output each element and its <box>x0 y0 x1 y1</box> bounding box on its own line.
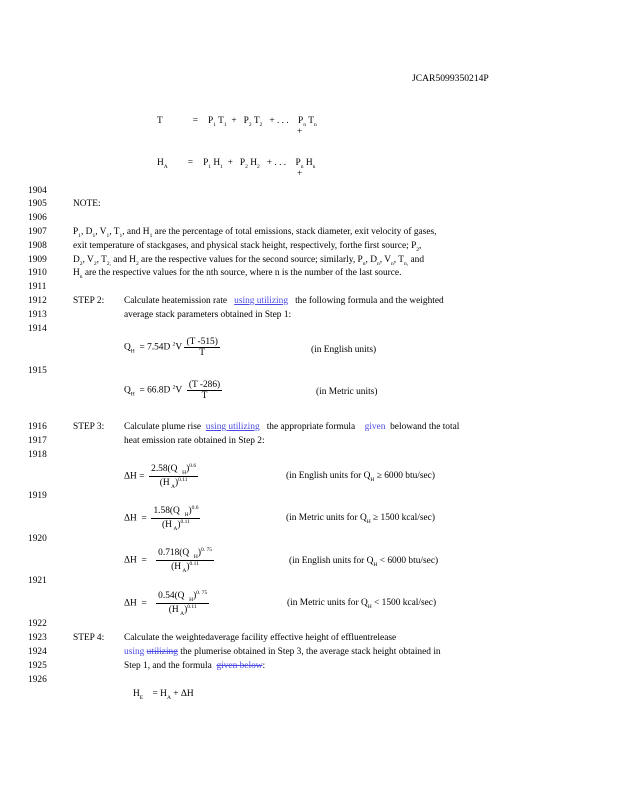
document-id: JCAR5099350214P <box>412 73 489 84</box>
line-number: 1912 <box>28 296 47 306</box>
line-number: 1913 <box>28 310 47 320</box>
equation-t-plus: + <box>297 127 303 137</box>
line-number: 1925 <box>28 661 47 671</box>
formula-dh-english-large-units: (in English units for $Q_H \ge 6000$ btu/sec) <box>286 471 435 483</box>
formula-qh-english-units: (in English units) <box>311 345 377 355</box>
step-3-line-1: Calculate plume rise using utilizing the appropriate formula given belowand the total <box>124 422 460 432</box>
note-line-1: $P_1$, $D_1$, $V_1$, $T_1$, and $H_1$ are the percentage of total emissions, stack diameter, exit velocity of gases, <box>73 227 437 239</box>
line-number: 1905 <box>28 199 47 209</box>
formula-qh-metric: $Q_H = 66.8D$ $^2$V $\frac{(T -286)}{T}$ <box>124 380 221 401</box>
equation-t: $T = P_1$ $T_1 + P_2$ $T_2$ + . . . $P_n$ $T_n$ <box>157 116 317 128</box>
step-3-label: STEP 3: <box>73 422 105 432</box>
equation-ha-plus: + <box>297 169 303 179</box>
formula-dh-metric-small-units: (in Metric units for $Q_H < 1500$ kcal/sec) <box>287 598 437 610</box>
note-line-2: exit temperature of stackgases, and physical stack height, respectively, forthe first source; $P_2$, <box>73 241 422 253</box>
step-3-line-2: heat emission rate obtained in Step 2: <box>124 436 265 446</box>
line-number: 1917 <box>28 436 47 446</box>
step-4-line-2: using utilizing the plumerise obtained in Step 3, the average stack height obtained in <box>124 647 441 657</box>
line-number: 1915 <box>28 366 47 376</box>
line-number: 1916 <box>28 422 47 432</box>
line-number: 1919 <box>28 491 47 501</box>
line-number: 1904 <box>28 186 47 196</box>
step-4-line-3: Step 1, and the formula given below: <box>124 661 266 671</box>
formula-dh-english-large: ΔH = $\frac{2.58(Q _H)^{0.6}}{(H _A)^{0.11}}$ <box>124 463 197 490</box>
note-label: NOTE: <box>73 199 101 209</box>
line-number: 1907 <box>28 227 47 237</box>
step-2-line-1: Calculate heatemission rate using utilizing the following formula and the weighted <box>124 296 444 306</box>
line-number: 1910 <box>28 268 47 278</box>
note-line-3: $D_2$, $V_2$, $T_{2,}$ and $H_2$ are the respective values for the second source; similarly, $P_n$, $D_n$, $V_n$, $T_{n,}$ and <box>73 255 425 267</box>
step-4-line-1: Calculate the weightedaverage facility effective height of effluentrelease <box>124 633 397 643</box>
line-number: 1914 <box>28 324 47 334</box>
step-2-label: STEP 2: <box>73 296 105 306</box>
formula-dh-metric-small: ΔH = $\frac{0.54(Q _H)^{0. 75}}{(H _A)^{0.11}}$ <box>124 590 208 617</box>
formula-dh-metric-large: ΔH = $\frac{1.58(Q _H)^{0.6}}{(H _A)^{0.11}}$ <box>124 505 199 532</box>
step-2-line-2: average stack parameters obtained in Step 1: <box>124 310 292 320</box>
formula-dh-metric-large-units: (in Metric units for $Q_H \ge 1500$ kcal/sec) <box>286 513 435 525</box>
step-4-label: STEP 4: <box>73 633 105 643</box>
line-number: 1909 <box>28 255 47 265</box>
line-number: 1906 <box>28 213 47 223</box>
formula-qh-metric-units: (in Metric units) <box>316 387 378 397</box>
line-number: 1923 <box>28 633 47 643</box>
equation-ha: $H_A = P_1$ $H_1 + P_2$ $H_2$ + . . . $P_n$ $H_n$ <box>157 158 316 170</box>
formula-qh-english: $Q_H = 7.54D$ $^2$V $\frac{(T -515)}{T}$ <box>124 337 218 358</box>
line-number: 1918 <box>28 450 47 460</box>
line-number: 1924 <box>28 647 47 657</box>
formula-he: $H_E$ = $H_A + \Delta H$ <box>133 689 194 701</box>
line-number: 1908 <box>28 241 47 251</box>
line-number: 1920 <box>28 534 47 544</box>
note-line-4: $H_n$ are the respective values for the nth source, where n is the number of the last source. <box>73 268 402 280</box>
line-number: 1922 <box>28 619 47 629</box>
line-number: 1926 <box>28 675 47 685</box>
formula-dh-english-small: ΔH = $\frac{0.718(Q _H)^{0. 75}}{(H _A)^{0.11}}$ <box>124 547 212 574</box>
formula-dh-english-small-units: (in English units for $Q_H < 6000$ btu/sec) <box>289 556 439 568</box>
line-number: 1921 <box>28 576 47 586</box>
line-number: 1911 <box>28 282 47 292</box>
